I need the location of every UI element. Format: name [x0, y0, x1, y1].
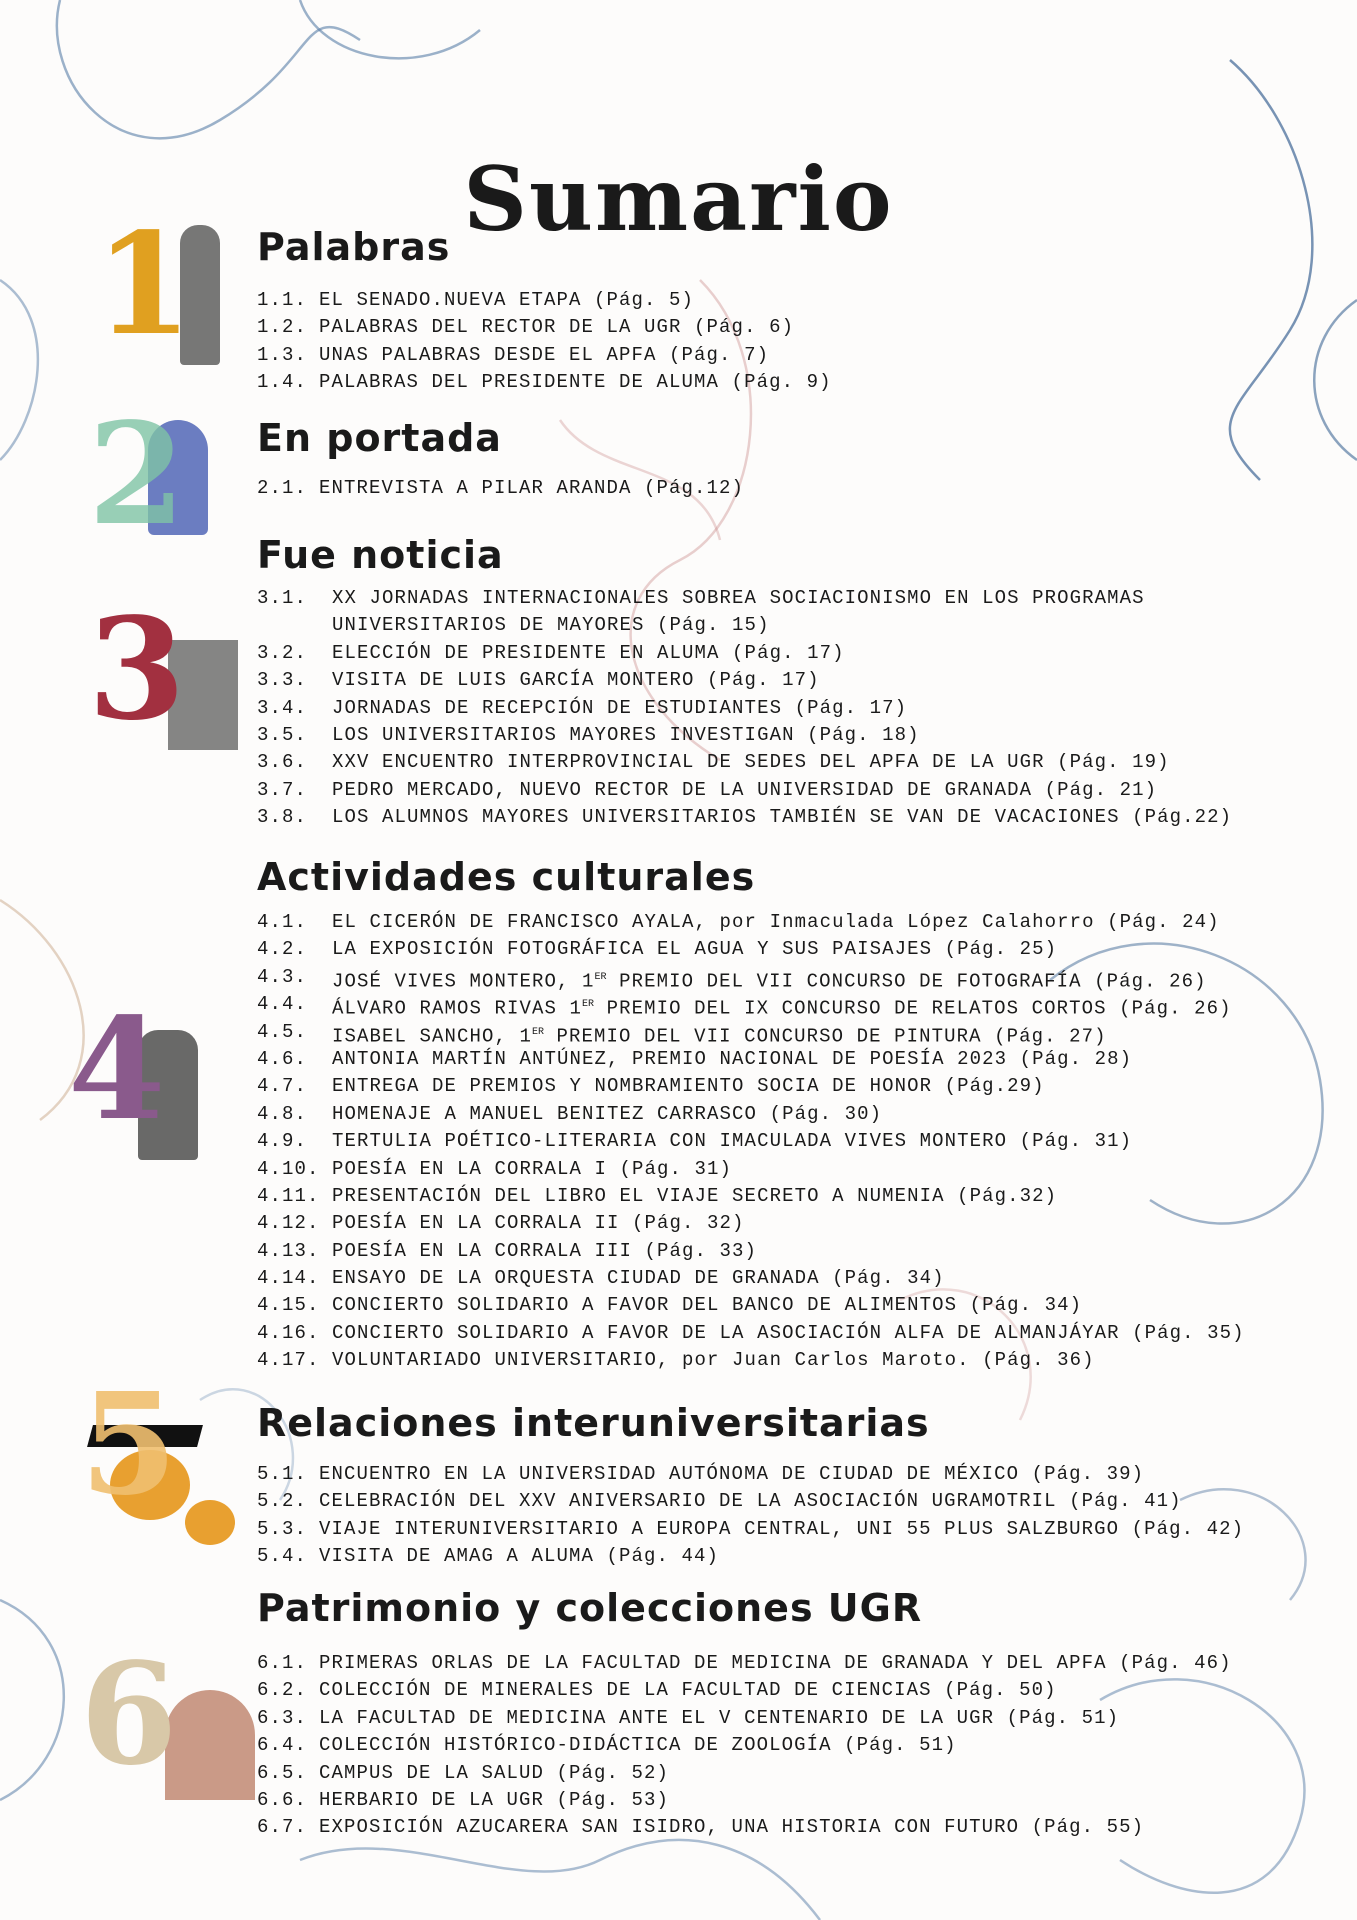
section-heading: Palabras — [257, 225, 451, 269]
section-5-illustration — [80, 1363, 240, 1565]
entry-number: 6.2. — [257, 1679, 308, 1702]
entry-title: PRESENTACIÓN DEL LIBRO EL VIAJE SECRETO A NUMENIA (Pág.32) — [332, 1184, 1058, 1207]
entry-title: LA FACULTAD DE MEDICINA ANTE EL V CENTENARIO DE LA UGR (Pág. 51) — [319, 1706, 1120, 1729]
section-palabras — [257, 221, 1259, 397]
section-2-illustration — [88, 393, 253, 557]
entry-title-part: ISABEL SANCHO, 1 — [332, 1024, 533, 1047]
toc-entry[interactable] — [257, 804, 1272, 831]
entry-title: POESÍA EN LA CORRALA I (Pág. 31) — [332, 1157, 733, 1180]
entry-number: 3.5. — [257, 723, 308, 746]
entry-title: HERBARIO DE LA UGR (Pág. 53) — [319, 1788, 670, 1811]
page-title: Sumario — [463, 146, 894, 251]
numeral-3: 3 — [88, 588, 186, 752]
entry-number: 4.5. — [257, 1020, 308, 1043]
entry-title: POESÍA EN LA CORRALA III (Pág. 33) — [332, 1239, 758, 1262]
toc-entry[interactable] — [257, 1488, 1259, 1515]
entry-title: EL CICERÓN DE FRANCISCO AYALA, por Inmaculada López Calahorro (Pág. 24) — [332, 911, 1220, 933]
toc-entry[interactable] — [257, 1347, 1272, 1374]
entry-title: UNAS PALABRAS DESDE EL APFA (Pág. 7) — [319, 343, 770, 366]
entry-title: PRIMERAS ORLAS DE LA FACULTAD DE MEDICINA DE GRANADA Y DEL APFA (Pág. 46) — [319, 1652, 1232, 1674]
entry-title: PALABRAS DEL RECTOR DE LA UGR (Pág. 6) — [319, 316, 795, 339]
entry-number: 5.4. — [257, 1545, 308, 1568]
toc-entry[interactable] — [257, 1101, 1272, 1128]
entry-title: ANTONIA MARTÍN ANTÚNEZ, PREMIO NACIONAL DE POESÍA 2023 (Pág. 28) — [332, 1047, 1133, 1070]
entry-number: 5.2. — [257, 1490, 308, 1513]
entry-title: VIAJE INTERUNIVERSITARIO A EUROPA CENTRAL, UNI 55 PLUS SALZBURGO (Pág. 42) — [319, 1517, 1245, 1540]
entry-title: ENTREGA DE PREMIOS Y NOMBRAMIENTO SOCIA DE HONOR (Pág.29) — [332, 1075, 1045, 1098]
toc-entry[interactable] — [257, 936, 1272, 963]
entry-number: 4.8. — [257, 1102, 308, 1125]
toc-entry[interactable] — [257, 1320, 1272, 1347]
entry-number: 4.4. — [257, 993, 308, 1016]
numeral-4: 4 — [68, 988, 166, 1152]
toc-entry[interactable] — [257, 1516, 1259, 1543]
entry-number: 1.3. — [257, 343, 308, 366]
entry-title: VISITA DE AMAG A ALUMA (Pág. 44) — [319, 1545, 720, 1568]
toc-entry[interactable] — [257, 749, 1272, 776]
toc-entry[interactable] — [257, 991, 1272, 1018]
entry-number: 3.7. — [257, 778, 308, 801]
entry-title — [332, 964, 1272, 991]
section-heading: Fue noticia — [257, 533, 504, 577]
section-patrimonio-colecciones — [257, 1582, 1259, 1842]
entry-title-part: PREMIO DEL VII CONCURSO DE PINTURA (Pág. 27) — [544, 1024, 1107, 1047]
ordinal-superscript: ER — [532, 1026, 545, 1038]
section-3-illustration — [88, 588, 238, 752]
entry-title-part: PREMIO DEL VII CONCURSO DE FOTOGRAFÍA (Pág. 26) — [606, 970, 1207, 993]
entry-number: 1.4. — [257, 371, 308, 394]
entry-number: 3.2. — [257, 641, 308, 664]
entry-number: 6.6. — [257, 1788, 308, 1811]
section-en-portada — [257, 412, 1259, 502]
ordinal-superscript: ER — [582, 999, 595, 1011]
toc-entry[interactable] — [257, 1073, 1272, 1100]
toc-entry[interactable] — [257, 1732, 1259, 1759]
entry-number: 4.12. — [257, 1212, 320, 1235]
toc-entry[interactable] — [257, 1292, 1272, 1319]
entry-title: POESÍA EN LA CORRALA II (Pág. 32) — [332, 1212, 745, 1235]
entry-title — [332, 1019, 1272, 1046]
entry-number: 6.4. — [257, 1734, 308, 1757]
entry-title: ENSAYO DE LA ORQUESTA CIUDAD DE GRANADA (Pág. 34) — [332, 1267, 945, 1290]
entry-title: CONCIERTO SOLIDARIO A FAVOR DEL BANCO DE ALIMENTOS (Pág. 34) — [332, 1294, 1083, 1317]
toc-entry[interactable] — [257, 640, 1272, 667]
numeral-2: 2 — [88, 393, 186, 557]
entry-title: CELEBRACIÓN DEL XXV ANIVERSARIO DE LA ASOCIACIÓN UGRAMOTRIL (Pág. 41) — [319, 1490, 1182, 1513]
toc-entry[interactable] — [257, 1760, 1259, 1787]
entry-number: 3.6. — [257, 751, 308, 774]
entry-number: 2.1. — [257, 477, 308, 499]
entry-title: PALABRAS DEL PRESIDENTE DE ALUMA (Pág. 9) — [319, 371, 832, 394]
toc-entry[interactable] — [257, 1238, 1272, 1265]
entry-title: JORNADAS DE RECEPCIÓN DE ESTUDIANTES (Pág. 17) — [332, 696, 908, 719]
entry-title: EXPOSICIÓN AZUCARERA SAN ISIDRO, UNA HISTORIA CON FUTURO (Pág. 55) — [319, 1816, 1145, 1839]
numeral-6: 6 — [80, 1633, 178, 1797]
toc-entry[interactable] — [257, 585, 1272, 640]
section-relaciones-interuniversitarias — [257, 1397, 1259, 1571]
entry-number: 3.3. — [257, 669, 308, 692]
entry-title: LOS UNIVERSITARIOS MAYORES INVESTIGAN (Pág. 18) — [332, 723, 920, 746]
section-heading: En portada — [257, 416, 502, 460]
entry-title: COLECCIÓN DE MINERALES DE LA FACULTAD DE CIENCIAS (Pág. 50) — [319, 1679, 1057, 1702]
entry-number: 6.5. — [257, 1761, 308, 1784]
section-6-illustration — [80, 1633, 255, 1805]
entry-title: ELECCIÓN DE PRESIDENTE EN ALUMA (Pág. 17) — [332, 641, 845, 664]
toc-entry[interactable] — [257, 1265, 1272, 1292]
entry-title: VISITA DE LUIS GARCÍA MONTERO (Pág. 17) — [332, 669, 820, 692]
entry-title: HOMENAJE A MANUEL BENITEZ CARRASCO (Pág. 30) — [332, 1102, 883, 1125]
entry-number: 5.1. — [257, 1463, 308, 1485]
numeral-1: 1 — [95, 203, 193, 367]
toc-entry[interactable] — [257, 1128, 1272, 1155]
toc-entry[interactable] — [257, 1156, 1272, 1183]
toc-entry[interactable] — [257, 475, 1259, 502]
entry-number: 6.7. — [257, 1816, 308, 1839]
section-actividades-culturales — [257, 851, 1272, 1375]
entry-number: 4.1. — [257, 911, 308, 933]
ordinal-superscript: ER — [594, 971, 607, 983]
entry-title: TERTULIA POÉTICO-LITERARIA CON IMACULADA VIVES MONTERO (Pág. 31) — [332, 1130, 1133, 1153]
entry-title — [332, 991, 1272, 1018]
entry-number: 3.1. — [257, 587, 308, 609]
toc-entry[interactable] — [257, 1787, 1259, 1814]
section-4-illustration — [68, 980, 228, 1180]
entry-number: 4.14. — [257, 1267, 320, 1290]
small-brain-balloon — [185, 1500, 235, 1545]
toc-entry[interactable] — [257, 369, 1259, 396]
toc-entry[interactable] — [257, 1677, 1259, 1704]
entry-title: CONCIERTO SOLIDARIO A FAVOR DE LA ASOCIACIÓN ALFA DE ALMANJÁYAR (Pág. 35) — [332, 1321, 1245, 1344]
toc-entry[interactable] — [257, 777, 1272, 804]
toc-entry[interactable] — [257, 1705, 1259, 1732]
numeral-5: 5 — [80, 1363, 178, 1527]
entry-number: 4.11. — [257, 1184, 320, 1207]
entry-title: COLECCIÓN HISTÓRICO-DIDÁCTICA DE ZOOLOGÍA (Pág. 51) — [319, 1734, 957, 1757]
toc-entry[interactable] — [257, 287, 1259, 314]
entry-title: LOS ALUMNOS MAYORES UNIVERSITARIOS TAMBIÉN SE VAN DE VACACIONES (Pág.22) — [332, 806, 1233, 829]
entry-title-part: ÁLVARO RAMOS RIVAS 1 — [332, 997, 583, 1020]
toc-entry[interactable] — [257, 964, 1272, 991]
toc-entry[interactable] — [257, 314, 1259, 341]
section-heading: Relaciones interuniversitarias — [257, 1401, 930, 1445]
entry-number: 4.13. — [257, 1239, 320, 1262]
entry-number: 4.7. — [257, 1075, 308, 1098]
toc-entry[interactable] — [257, 695, 1272, 722]
entry-number: 4.15. — [257, 1294, 320, 1317]
toc-entry[interactable] — [257, 1019, 1272, 1046]
entry-number: 4.2. — [257, 938, 308, 961]
faculty-building-drawing — [165, 1690, 255, 1800]
entry-number: 1.2. — [257, 316, 308, 339]
entry-title-part: JOSÉ VIVES MONTERO, 1 — [332, 970, 595, 993]
entry-number: 4.17. — [257, 1349, 320, 1372]
section-heading: Patrimonio y colecciones UGR — [257, 1586, 923, 1630]
toc-entry[interactable] — [257, 1046, 1272, 1073]
entry-number: 4.9. — [257, 1130, 308, 1153]
entry-number: 4.3. — [257, 965, 308, 988]
entry-title: XXV ENCUENTRO INTERPROVINCIAL DE SEDES DEL APFA DE LA UGR (Pág. 19) — [332, 751, 1170, 774]
section-heading: Actividades culturales — [257, 855, 756, 899]
toc-entry[interactable] — [257, 667, 1272, 694]
entry-title: ENTREVISTA A PILAR ARANDA (Pág.12) — [319, 477, 745, 499]
entry-number: 3.4. — [257, 696, 308, 719]
entry-title-part: PREMIO DEL IX CONCURSO DE RELATOS CORTOS (Pág. 26) — [594, 997, 1232, 1020]
entry-number: 3.8. — [257, 806, 308, 829]
toc-entry[interactable] — [257, 1814, 1259, 1841]
entry-number: 1.1. — [257, 289, 308, 311]
toc-entry[interactable] — [257, 1543, 1259, 1570]
entry-number: 6.3. — [257, 1706, 308, 1729]
toc-entry[interactable] — [257, 1210, 1272, 1237]
toc-entry[interactable] — [257, 1183, 1272, 1210]
entry-title: CAMPUS DE LA SALUD (Pág. 52) — [319, 1761, 670, 1784]
entry-number: 4.16. — [257, 1321, 320, 1344]
toc-entry[interactable] — [257, 909, 1272, 936]
entry-title: EL SENADO.NUEVA ETAPA (Pág. 5) — [319, 289, 695, 311]
entry-title: XX JORNADAS INTERNACIONALES SOBREA SOCIACIONISMO EN LOS PROGRAMAS UNIVERSITARIOS DE MAYORES (Pág. 15) — [332, 587, 1145, 637]
entry-number: 4.6. — [257, 1047, 308, 1070]
entry-number: 5.3. — [257, 1517, 308, 1540]
toc-entry[interactable] — [257, 722, 1272, 749]
toc-entry[interactable] — [257, 342, 1259, 369]
entry-title: PEDRO MERCADO, NUEVO RECTOR DE LA UNIVERSIDAD DE GRANADA (Pág. 21) — [332, 778, 1158, 801]
toc-entry[interactable] — [257, 1461, 1259, 1488]
entry-number: 6.1. — [257, 1652, 308, 1674]
toc-entry[interactable] — [257, 1650, 1259, 1677]
entry-title: LA EXPOSICIÓN FOTOGRÁFICA EL AGUA Y SUS PAISAJES (Pág. 25) — [332, 938, 1058, 961]
entry-title: VOLUNTARIADO UNIVERSITARIO, por Juan Carlos Maroto. (Pág. 36) — [332, 1349, 1095, 1372]
entry-number: 4.10. — [257, 1157, 320, 1180]
section-fue-noticia — [257, 529, 1272, 832]
entry-title: ENCUENTRO EN LA UNIVERSIDAD AUTÓNOMA DE CIUDAD DE MÉXICO (Pág. 39) — [319, 1463, 1145, 1485]
